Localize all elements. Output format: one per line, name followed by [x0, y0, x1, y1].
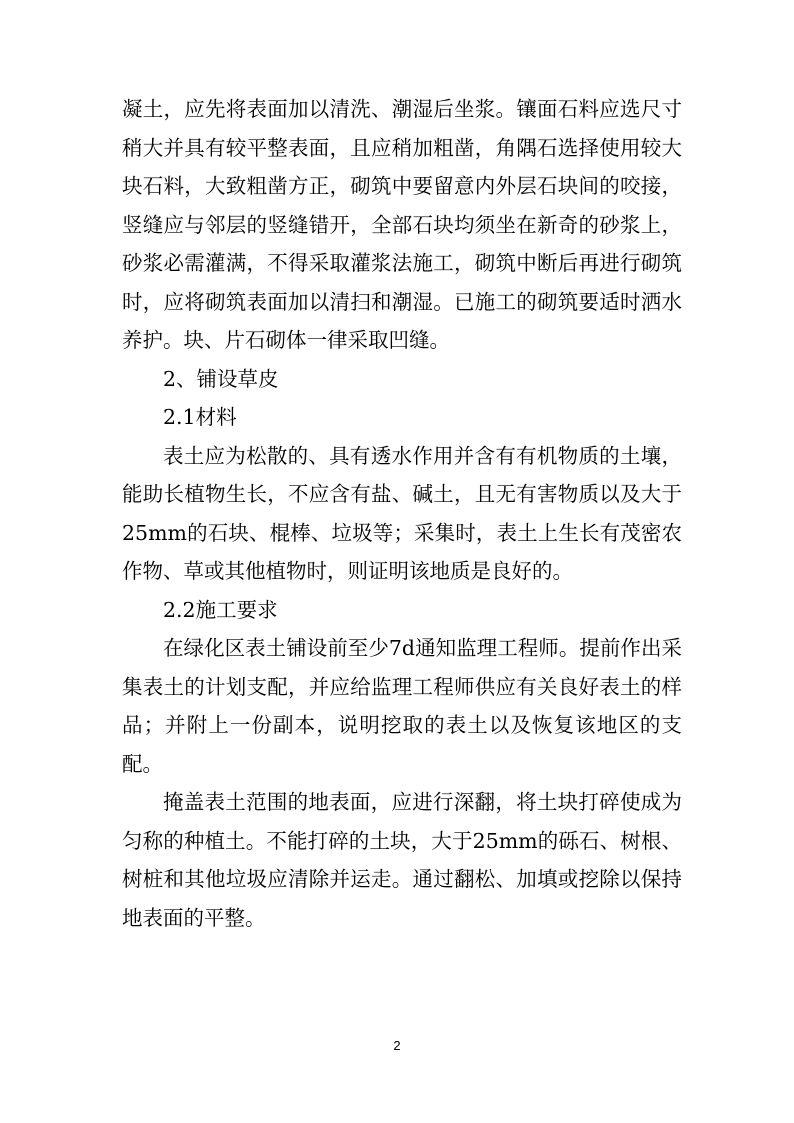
- paragraph-materials: 表土应为松散的、具有透水作用并含有有机物质的土壤，能助长植物生长，不应含有盐、碱土，且无有害物质以及大于25mm的石块、棍棒、垃圾等；采集时，表土上生长有茂密农作物、草或其他植物时，则证明该地质是良好的。: [122, 443, 682, 583]
- paragraph-construction-notice: 在绿化区表土铺设前至少7d通知监理工程师。提前作出采集表土的计划支配，并应给监理工程师供应有关良好表土的样品；并附上一份副本，说明挖取的表土以及恢复该地区的支配。: [122, 636, 682, 776]
- subsection-heading-2-2: 2.2施工要求: [163, 597, 278, 622]
- section-heading-2: 2、铺设草皮: [163, 366, 279, 391]
- page-number: 2: [393, 1038, 401, 1053]
- paragraph-continued: 凝土，应先将表面加以清洗、潮湿后坐浆。镶面石料应选尺寸稍大并具有较平整表面，且应稍加粗凿，角隅石选择使用较大块石料，大致粗凿方正，砌筑中要留意内外层石块间的咬接，竖缝应与邻层的竖缝错开，全部石块均须坐在新奇的砂浆上，砂浆必需灌满，不得采取灌浆法施工，砌筑中断后再进行砌筑时，应将砌筑表面加以清扫和潮湿。已施工的砌筑要适时洒水养护。块、片石砌体一律采取凹缝。: [122, 97, 682, 352]
- subsection-heading-2-1: 2.1材料: [163, 405, 237, 429]
- page-body: [122, 90, 682, 937]
- paragraph-surface-preparation: 掩盖表土范围的地表面，应进行深翻，将土块打碎使成为匀称的种植土。不能打碎的土块，大于25mm的砾石、树根、树桩和其他垃圾应清除并运走。通过翻松、加填或挖除以保持地表面的平整。: [122, 790, 682, 930]
